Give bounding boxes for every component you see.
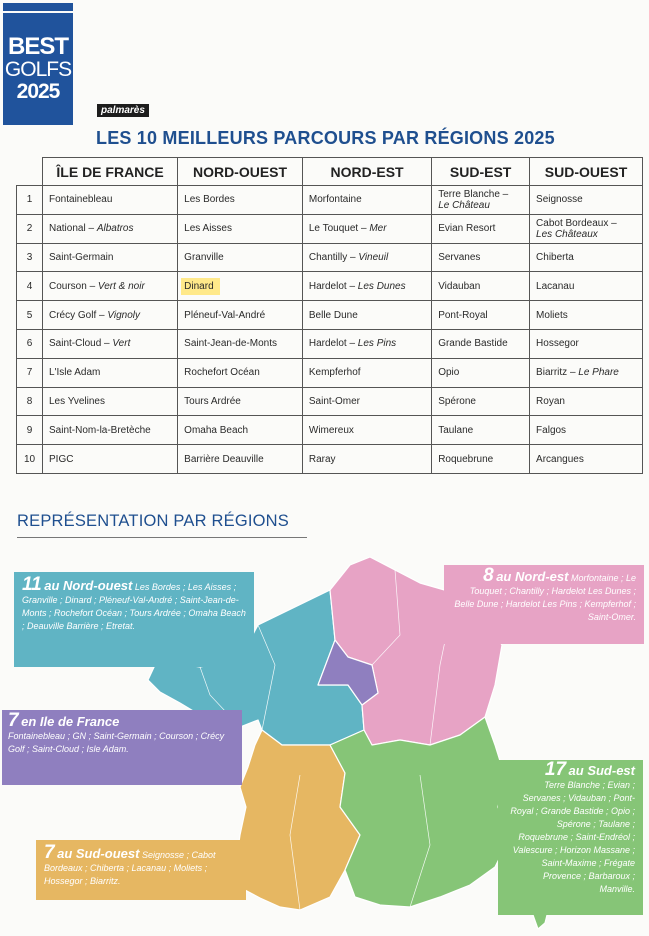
cell-sud-ouest <box>530 214 643 243</box>
ile-de-france-list: Fontainebleau ; GN ; Saint-Germain ; Courson ; Crécy Golf ; Saint-Cloud ; Isle Adam. <box>8 731 225 754</box>
cell-nord-ouest <box>178 186 303 215</box>
course-name: Omaha Beach <box>184 424 249 436</box>
cell-ile-de-france <box>43 272 178 301</box>
rank-number: 4 <box>17 272 43 301</box>
cell-nord-ouest <box>178 214 303 243</box>
cell-nord-ouest <box>178 445 303 474</box>
representation-underline <box>17 537 307 538</box>
course-name: Royan <box>536 395 565 407</box>
table-row <box>17 301 643 330</box>
course-name: Grande Bastide <box>438 338 508 350</box>
course-variant: Vert & noir <box>97 280 145 292</box>
course-name: Hardelot – <box>308 280 358 292</box>
course-name: Cabot Bordeaux – <box>536 217 617 229</box>
cell-ile-de-france <box>43 301 178 330</box>
table-row <box>17 214 643 243</box>
course-name: Hardelot – <box>308 338 358 350</box>
sud-ouest-label: au Sud-ouest <box>57 846 140 861</box>
table-row <box>17 186 643 215</box>
cell-nord-ouest <box>178 301 303 330</box>
course-name: L'Isle Adam <box>49 367 101 379</box>
cell-sud-est <box>432 358 530 387</box>
cell-nord-est <box>302 272 431 301</box>
course-name: Saint-Jean-de-Monts <box>184 338 277 350</box>
logo-line-3: 2025 <box>16 80 60 103</box>
nord-ouest-count: 11 <box>22 574 42 595</box>
nord-est-count: 8 <box>483 565 494 586</box>
cell-nord-ouest <box>178 243 303 272</box>
callout-ile-de-france <box>2 710 242 785</box>
cell-ile-de-france <box>43 358 178 387</box>
course-variant: Les Pins <box>357 338 397 350</box>
course-variant: Les Châteaux <box>536 228 598 240</box>
course-name: Saint-Omer <box>308 395 360 407</box>
rank-number: 3 <box>17 243 43 272</box>
header-nord-ouest: NORD-OUEST <box>178 158 303 186</box>
rank-number: 2 <box>17 214 43 243</box>
course-name: Biarritz – <box>536 367 579 379</box>
cell-sud-est <box>432 301 530 330</box>
cell-ile-de-france <box>43 186 178 215</box>
course-variant: Mer <box>369 223 387 235</box>
table-row <box>17 243 643 272</box>
rank-number: 1 <box>17 186 43 215</box>
rank-number: 5 <box>17 301 43 330</box>
rank-number: 7 <box>17 358 43 387</box>
map-region-sud-est <box>330 717 510 907</box>
course-name: Chiberta <box>536 251 574 263</box>
cell-sud-ouest <box>530 243 643 272</box>
representation-title: REPRÉSENTATION PAR RÉGIONS <box>17 512 289 530</box>
course-name: Le Touquet – <box>308 223 370 235</box>
cell-ile-de-france <box>43 214 178 243</box>
sud-ouest-count: 7 <box>44 842 55 863</box>
course-name: Pléneuf-Val-André <box>184 309 266 321</box>
cell-nord-est <box>302 214 431 243</box>
callout-sud-ouest <box>36 840 246 900</box>
cell-nord-ouest <box>178 358 303 387</box>
course-name: Spérone <box>438 395 476 407</box>
sud-est-count: 17 <box>544 759 567 780</box>
page-title: LES 10 MEILLEURS PARCOURS PAR RÉGIONS 2025 <box>96 128 555 148</box>
course-name: Pont-Royal <box>438 309 488 321</box>
cell-ile-de-france <box>43 387 178 416</box>
header-nord-est: NORD-EST <box>302 158 431 186</box>
course-name: Barrière Deauville <box>184 453 264 465</box>
table-row <box>17 387 643 416</box>
table-body <box>17 186 643 474</box>
course-variant: Vineuil <box>358 251 389 263</box>
nord-est-label: au Nord-est <box>496 569 569 584</box>
course-name: Roquebrune <box>438 453 494 465</box>
cell-nord-est <box>302 186 431 215</box>
course-name: Lacanau <box>536 280 575 292</box>
cell-ile-de-france <box>43 243 178 272</box>
course-name: Les Yvelines <box>49 395 105 407</box>
course-name: Evian Resort <box>438 223 496 235</box>
cell-sud-est <box>432 272 530 301</box>
cell-nord-est <box>302 387 431 416</box>
course-name: Courson – <box>49 280 98 292</box>
section-kicker: palmarès <box>97 104 149 117</box>
rank-number: 10 <box>17 445 43 474</box>
course-name: Dinard <box>184 280 214 292</box>
course-name: Raray <box>308 453 336 465</box>
course-name: Opio <box>438 367 460 379</box>
cell-sud-ouest <box>530 329 643 358</box>
cell-nord-est <box>302 243 431 272</box>
logo-top-bar <box>3 3 73 13</box>
table-row <box>17 358 643 387</box>
rank-number: 8 <box>17 387 43 416</box>
cell-sud-est <box>432 329 530 358</box>
nord-est-list: Morfontaine ; Le Touquet ; Chantilly ; Hardelot Les Dunes ; Belle Dune ; Hardelot Les Pins ; Kempferhof ; Saint-Omer. <box>454 573 636 622</box>
course-name: Seignosse <box>536 194 583 206</box>
ranking-table <box>16 157 643 474</box>
header-blank-cell <box>17 158 43 186</box>
cell-sud-ouest <box>530 387 643 416</box>
course-variant: Les Dunes <box>357 280 406 292</box>
cell-sud-est <box>432 214 530 243</box>
course-name: Chantilly – <box>308 251 359 263</box>
cell-nord-ouest <box>178 329 303 358</box>
course-variant: Vert <box>112 338 131 350</box>
course-name: PIGC <box>49 453 74 465</box>
course-name: Tours Ardrée <box>184 395 241 407</box>
cell-ile-de-france <box>43 329 178 358</box>
course-name: Falgos <box>536 424 567 436</box>
cell-sud-ouest <box>530 301 643 330</box>
table-header-row <box>17 158 643 186</box>
cell-sud-est <box>432 445 530 474</box>
cell-nord-est <box>302 416 431 445</box>
sud-ouest-list: Seignosse ; Cabot Bordeaux ; Chiberta ; Lacanau ; Moliets ; Hossegor ; Biarritz. <box>44 850 216 886</box>
sud-est-list: Terre Blanche ; Evian ; Servanes ; Vidauban ; Pont-Royal ; Grande Bastide ; Opio ; Spérone ; Taulane ; Roquebrune ; Saint-Endréol ; Valescure ; Horizon Massane ; Saint-Maxime ; Frégate Provence ; Barbaroux ; Manville. <box>510 780 635 894</box>
course-name: Morfontaine <box>308 194 362 206</box>
cell-sud-ouest <box>530 186 643 215</box>
cell-ile-de-france <box>43 416 178 445</box>
logo-line-2: GOLFS <box>4 58 72 81</box>
cell-sud-ouest <box>530 358 643 387</box>
header-sud-ouest: SUD-OUEST <box>530 158 643 186</box>
course-name: Fontainebleau <box>49 194 113 206</box>
cell-nord-ouest <box>178 272 303 301</box>
cell-sud-ouest <box>530 445 643 474</box>
course-name: Kempferhof <box>308 367 361 379</box>
ile-de-france-count: 7 <box>8 710 19 731</box>
course-name: Moliets <box>536 309 568 321</box>
course-name: Servanes <box>438 251 481 263</box>
cell-ile-de-france <box>43 445 178 474</box>
table-row <box>17 445 643 474</box>
course-variant: Le Phare <box>578 367 619 379</box>
course-variant: Vignoly <box>107 309 140 321</box>
callout-nord-est <box>444 565 644 644</box>
course-name: Crécy Golf – <box>49 309 108 321</box>
course-name: Saint-Germain <box>49 251 114 263</box>
nord-ouest-list: Les Bordes ; Les Aisses ; Granville ; Dinard ; Pléneuf-Val-André ; Saint-Jean-de-Monts ; Rochefort Océan ; Tours Ardrée ; Omaha Beach ; Deauville Barrière ; Etretat. <box>22 582 246 631</box>
course-name: Terre Blanche – <box>438 188 509 200</box>
cell-sud-ouest <box>530 416 643 445</box>
course-name: Arcangues <box>536 453 584 465</box>
cell-nord-est <box>302 445 431 474</box>
cell-sud-est <box>432 387 530 416</box>
cell-nord-est <box>302 329 431 358</box>
rank-number: 9 <box>17 416 43 445</box>
course-name: Taulane <box>438 424 474 436</box>
course-name: Les Aisses <box>184 223 232 235</box>
nord-ouest-label: au Nord-ouest <box>44 578 133 593</box>
course-name: Wimereux <box>308 424 354 436</box>
sud-est-label: au Sud-est <box>568 763 635 778</box>
cell-sud-est <box>432 186 530 215</box>
cell-nord-est <box>302 358 431 387</box>
callout-sud-est <box>498 760 643 915</box>
header-ile-de-france: ÎLE DE FRANCE <box>43 158 178 186</box>
best-golfs-logo <box>3 3 73 125</box>
cell-nord-est <box>302 301 431 330</box>
cell-sud-est <box>432 416 530 445</box>
header-sud-est: SUD-EST <box>432 158 530 186</box>
course-variant: Albatros <box>96 223 134 235</box>
logo-line-1: BEST <box>7 33 68 60</box>
ile-de-france-label: en Ile de France <box>21 714 120 729</box>
course-name: Saint-Cloud – <box>49 338 113 350</box>
course-name: Granville <box>184 251 224 263</box>
course-name: National – <box>49 223 97 235</box>
course-name: Les Bordes <box>184 194 235 206</box>
course-name: Hossegor <box>536 338 579 350</box>
course-variant: Le Château <box>438 199 490 211</box>
cell-nord-ouest <box>178 387 303 416</box>
table-row <box>17 272 643 301</box>
callout-nord-ouest <box>14 572 254 667</box>
cell-nord-ouest <box>178 416 303 445</box>
rank-number: 6 <box>17 329 43 358</box>
course-name: Vidauban <box>438 280 481 292</box>
course-name: Belle Dune <box>308 309 358 321</box>
course-name: Saint-Nom-la-Bretèche <box>49 424 151 436</box>
course-name: Rochefort Océan <box>184 367 260 379</box>
cell-sud-ouest <box>530 272 643 301</box>
highlighted-course <box>181 278 219 295</box>
table-row <box>17 416 643 445</box>
table-row <box>17 329 643 358</box>
cell-sud-est <box>432 243 530 272</box>
